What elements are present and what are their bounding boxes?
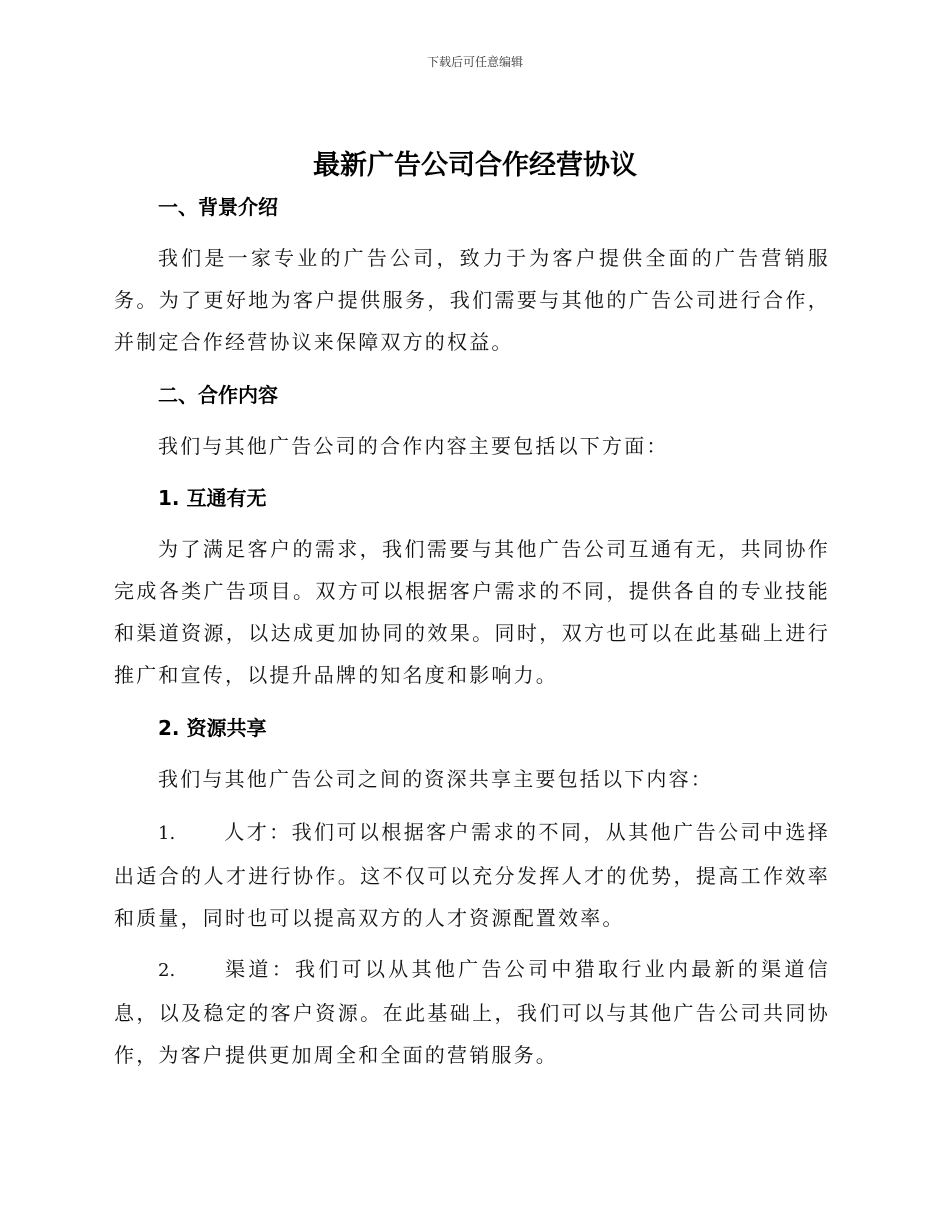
list-item-text: 人才：我们可以根据客户需求的不同，从其他广告公司中选择出适合的人才进行协作。这不仅可以充分发挥人才的优势，提高工作效率和质量，同时也可以提高双方的人才资源配置效率。 bbox=[114, 820, 830, 930]
list-item-number: 1. bbox=[158, 823, 176, 844]
list-item-text: 渠道：我们可以从其他广告公司中猎取行业内最新的渠道信息，以及稳定的客户资源。在此基础上，我们可以与其他广告公司共同协作，为客户提供更加周全和全面的营销服务。 bbox=[114, 957, 830, 1067]
subsection-1-paragraph: 为了满足客户的需求，我们需要与其他广告公司互通有无，共同协作完成各类广告项目。双方可以根据客户需求的不同，提供各自的专业技能和渠道资源，以达成更加协同的效果。同时，双方也可以在此基础上进行推广和宣传，以提升品牌的知名度和影响力。 bbox=[114, 537, 830, 687]
resource-item-talent bbox=[114, 811, 830, 939]
subsection-2-intro: 我们与其他广告公司之间的资深共享主要包括以下内容： bbox=[158, 767, 713, 791]
document-title: 最新广告公司合作经营协议 bbox=[313, 150, 637, 181]
section-2-intro: 我们与其他广告公司的合作内容主要包括以下方面： bbox=[158, 434, 669, 458]
resource-item-channel bbox=[114, 948, 830, 1076]
subsection-2-heading: 2. 资源共享 bbox=[158, 716, 267, 740]
subsection-1-heading: 1. 互通有无 bbox=[158, 486, 267, 510]
list-item-number: 2. bbox=[158, 960, 176, 981]
section-1-paragraph: 我们是一家专业的广告公司，致力于为客户提供全面的广告营销服务。为了更好地为客户提供服务，我们需要与其他的广告公司进行合作，并制定合作经营协议来保障双方的权益。 bbox=[114, 246, 830, 354]
page-header-note: 下载后可任意编辑 bbox=[426, 55, 523, 69]
section-2-heading: 二、合作内容 bbox=[158, 383, 278, 407]
section-1-heading: 一、背景介绍 bbox=[158, 195, 278, 219]
